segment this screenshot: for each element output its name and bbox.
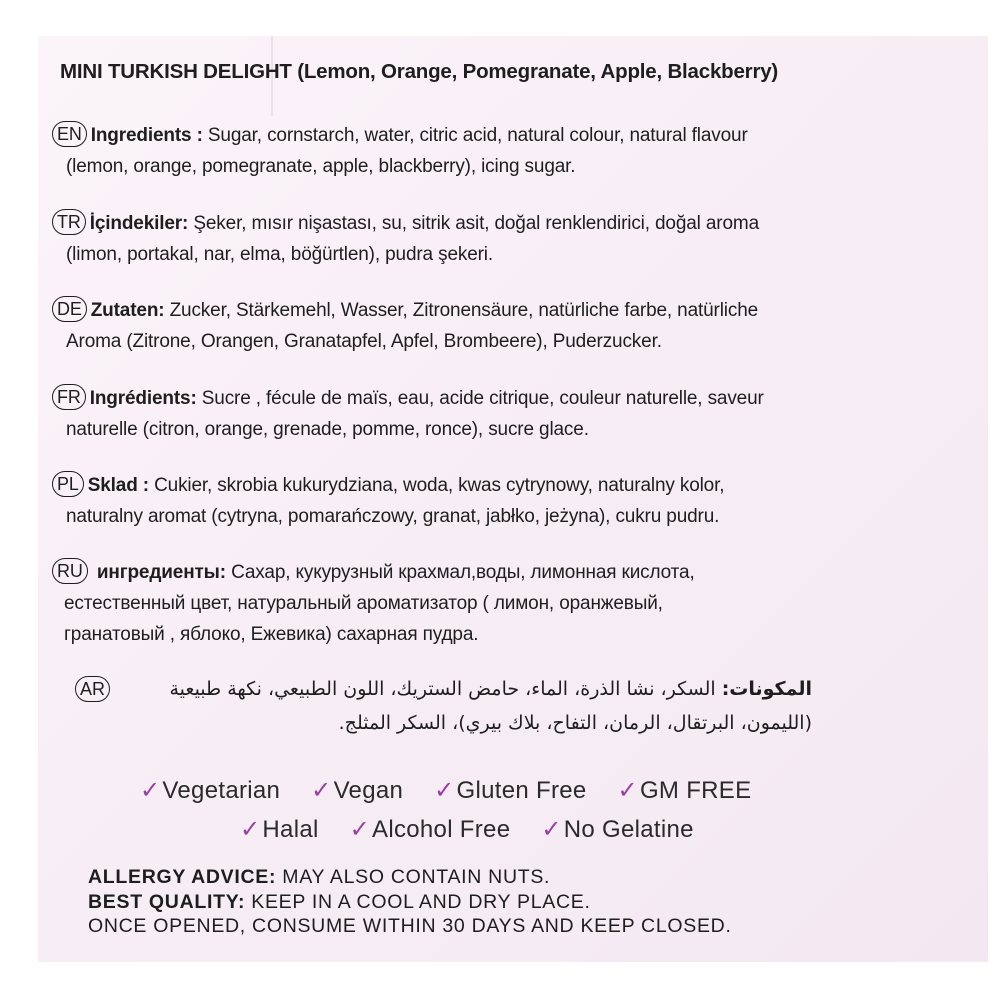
claim-vegetarian: ✓Vegetarian	[140, 777, 281, 804]
check-icon: ✓	[311, 777, 332, 804]
ingredients-pl-line1	[52, 470, 952, 501]
ingredients-de-line1	[52, 295, 952, 326]
ingredients-tr-label: İçindekiler:	[89, 213, 189, 234]
claim-halal: ✓Halal	[240, 816, 319, 843]
ingredients-de	[52, 295, 952, 357]
check-icon: ✓	[240, 816, 261, 843]
check-icon: ✓	[541, 816, 562, 843]
ingredients-en-text: Sugar, cornstarch, water, citric acid, natural colour, natural flavour	[202, 125, 748, 146]
ingredients-de-text: Zucker, Stärkemehl, Wasser, Zitronensäure, natürliche farbe, natürliche	[164, 300, 759, 321]
claim-gm-free: ✓GM FREE	[617, 777, 752, 804]
allergy-advice-label: ALLERGY ADVICE:	[88, 866, 277, 888]
ingredients-ru-line3: гранатовый , яблоко, Ежевика) сахарная пудра.	[64, 624, 479, 645]
language-badge-ru: RU	[52, 558, 88, 584]
claim-alcohol-free: ✓Alcohol Free	[349, 816, 511, 843]
ingredients-fr-line1	[52, 383, 952, 414]
ingredients-ru-line1	[52, 557, 952, 588]
best-quality	[88, 889, 908, 915]
product-title: MINI TURKISH DELIGHT (Lemon, Orange, Pomegranate, Apple, Blackberry)	[60, 60, 779, 83]
ingredients-fr-line2: naturelle (citron, orange, grenade, pomme, ronce), sucre glace.	[66, 419, 589, 440]
best-quality-text: KEEP IN A COOL AND DRY PLACE.	[245, 891, 591, 913]
ingredients-en-line2: (lemon, orange, pomegranate, apple, blackberry), icing sugar.	[66, 156, 576, 177]
check-icon: ✓	[617, 777, 638, 804]
ingredients-pl	[52, 470, 952, 532]
ingredients-ru-label: ингредиенты:	[96, 562, 226, 583]
ingredients-ar-line1	[110, 672, 812, 706]
check-icon: ✓	[140, 777, 161, 804]
ingredients-en-line1	[52, 120, 952, 151]
ingredients-ar-label: المكونات:	[721, 678, 812, 700]
language-badge-tr: TR	[52, 209, 86, 235]
check-icon: ✓	[349, 816, 371, 843]
ingredients-pl-text: Cukier, skrobia kukurydziana, woda, kwas cytrynowy, naturalny kolor,	[148, 475, 725, 496]
ingredients-ru-text: Сахар, кукурузный крахмал,воды, лимонная кислота,	[225, 562, 695, 583]
ingredients-ru-line2: естественный цвет, натуральный ароматизатор ( лимон, оранжевый,	[64, 593, 663, 614]
ingredients-pl-line2: naturalny aromat (cytryna, pomarańczowy, granat, jabłko, jeżyna), cukru pudru.	[66, 506, 720, 527]
language-badge-de: DE	[52, 296, 87, 322]
check-icon: ✓	[434, 777, 455, 804]
dietary-claims-row1	[140, 776, 900, 805]
allergy-advice	[88, 864, 908, 890]
language-badge-fr: FR	[52, 384, 86, 410]
ingredients-de-line2: Aroma (Zitrone, Orangen, Granatapfel, Apfel, Brombeere), Puderzucker.	[66, 331, 662, 352]
ingredients-en	[52, 120, 952, 182]
ingredients-ar	[110, 672, 812, 740]
ingredients-fr-text: Sucre , fécule de maïs, eau, acide citrique, couleur naturelle, saveur	[196, 388, 764, 409]
ingredients-tr-line2: (limon, portakal, nar, elma, böğürtlen), pudra şekeri.	[66, 244, 493, 265]
storage-instructions: ONCE OPENED, CONSUME WITHIN 30 DAYS AND KEEP CLOSED.	[88, 915, 732, 937]
ingredients-tr-text: Şeker, mısır nişastası, su, sitrik asit, doğal renklendirici, doğal aroma	[188, 213, 759, 234]
language-badge-pl: PL	[52, 471, 84, 497]
dietary-claims-row2	[240, 815, 1000, 844]
claim-no-gelatine: ✓No Gelatine	[541, 816, 694, 843]
ingredients-ar-line2: (الليمون، البرتقال، الرمان، التفاح، بلاك بيري)، السكر المثلج.	[338, 712, 812, 734]
ingredients-fr-label: Ingrédients:	[89, 388, 197, 409]
ingredients-ar-text: السكر، نشا الذرة، الماء، حامض الستريك، اللون الطبيعي، نكهة طبيعية	[169, 678, 722, 700]
ingredients-en-label: Ingredients :	[90, 125, 203, 146]
language-badge-en: EN	[52, 121, 87, 147]
ingredients-pl-label: Sklad :	[87, 475, 149, 496]
allergy-advice-text: MAY ALSO CONTAIN NUTS.	[276, 866, 551, 888]
claim-gluten-free: ✓Gluten Free	[434, 777, 587, 804]
claim-vegan: ✓Vegan	[311, 777, 404, 804]
language-badge-ar: AR	[75, 676, 110, 702]
ingredients-tr	[52, 208, 952, 270]
best-quality-label: BEST QUALITY:	[88, 891, 246, 913]
ingredients-fr	[52, 383, 952, 445]
ingredients-tr-line1	[52, 208, 952, 239]
ingredients-de-label: Zutaten:	[90, 300, 165, 321]
ingredients-ru	[52, 557, 952, 650]
